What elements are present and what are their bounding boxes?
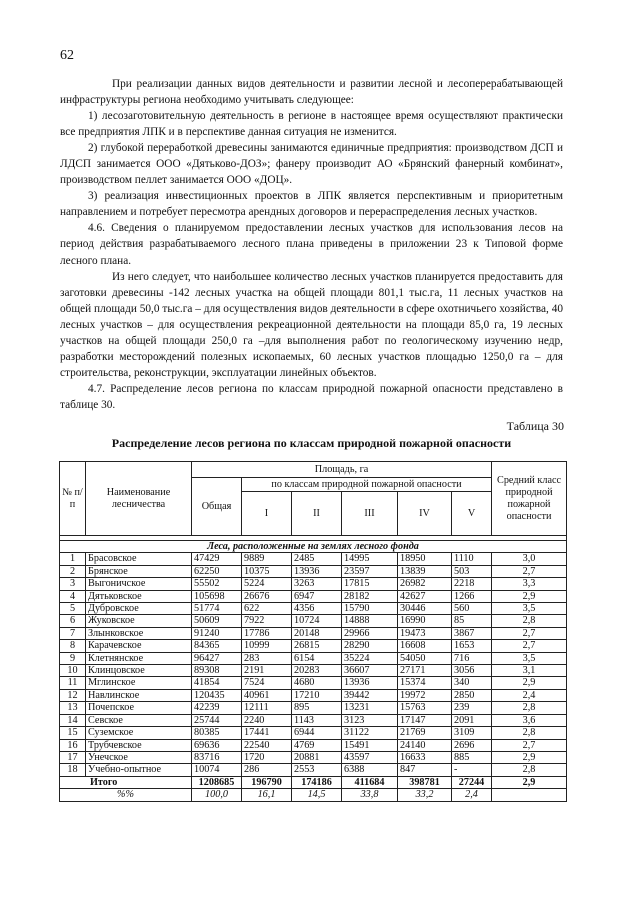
cell-total: 105698 bbox=[192, 590, 242, 602]
cell-class-3: 39442 bbox=[342, 689, 398, 701]
cell-class-3: 33,8 bbox=[342, 789, 398, 801]
table-row bbox=[60, 689, 567, 701]
cell-class-2: 13936 bbox=[292, 565, 342, 577]
cell-name: Брянское bbox=[86, 565, 192, 577]
cell-class-1: 1720 bbox=[242, 751, 292, 763]
cell-class-2: 174186 bbox=[292, 776, 342, 788]
cell-class-4: 16608 bbox=[398, 640, 452, 652]
cell-avg: 2,9 bbox=[492, 677, 567, 689]
cell-class-2: 20881 bbox=[292, 751, 342, 763]
cell-class-5: 2218 bbox=[452, 578, 492, 590]
cell-total: 96427 bbox=[192, 652, 242, 664]
cell-class-4: 16990 bbox=[398, 615, 452, 627]
body-text bbox=[60, 76, 563, 413]
cell-name: Унечское bbox=[86, 751, 192, 763]
cell-class-4: 33,2 bbox=[398, 789, 452, 801]
cell-class-1: 22540 bbox=[242, 739, 292, 751]
table-row bbox=[60, 665, 567, 677]
cell-name: Клетнянское bbox=[86, 652, 192, 664]
cell-class-3: 35224 bbox=[342, 652, 398, 664]
cell-avg: 2,7 bbox=[492, 739, 567, 751]
cell-class-3: 6388 bbox=[342, 764, 398, 776]
cell-class-1: 10999 bbox=[242, 640, 292, 652]
cell-class-2: 10724 bbox=[292, 615, 342, 627]
fire-hazard-table bbox=[59, 461, 567, 802]
table-row bbox=[60, 627, 567, 639]
cell-num: 11 bbox=[60, 677, 86, 689]
cell-name: Мглинское bbox=[86, 677, 192, 689]
paragraph-4-7: 4.7. Распределение лесов региона по классам природной пожарной опасности представлено в таблице 30. bbox=[60, 382, 563, 411]
cell-class-2: 26815 bbox=[292, 640, 342, 652]
cell-class-5: 2,4 bbox=[452, 789, 492, 801]
cell-avg bbox=[492, 789, 567, 801]
cell-class-5: - bbox=[452, 764, 492, 776]
cell-avg: 2,9 bbox=[492, 751, 567, 763]
cell-avg: 2,7 bbox=[492, 627, 567, 639]
table-row bbox=[60, 739, 567, 751]
cell-class-4: 54050 bbox=[398, 652, 452, 664]
cell-class-3: 3123 bbox=[342, 714, 398, 726]
cell-class-1: 17786 bbox=[242, 627, 292, 639]
total-row bbox=[60, 776, 567, 788]
cell-total: 25744 bbox=[192, 714, 242, 726]
cell-name: Выгоничское bbox=[86, 578, 192, 590]
cell-class-2: 895 bbox=[292, 702, 342, 714]
cell-class-3: 15491 bbox=[342, 739, 398, 751]
cell-class-1: 26676 bbox=[242, 590, 292, 602]
cell-class-4: 21769 bbox=[398, 727, 452, 739]
cell-total: 51774 bbox=[192, 603, 242, 615]
cell-name: Брасовское bbox=[86, 553, 192, 565]
cell-total: 47429 bbox=[192, 553, 242, 565]
table-row bbox=[60, 764, 567, 776]
cell-name: Дятьковское bbox=[86, 590, 192, 602]
cell-avg: 2,7 bbox=[492, 565, 567, 577]
cell-avg: 2,8 bbox=[492, 702, 567, 714]
header-class-5: V bbox=[452, 492, 492, 536]
cell-avg: 3,5 bbox=[492, 603, 567, 615]
cell-class-3: 28290 bbox=[342, 640, 398, 652]
cell-class-3: 17815 bbox=[342, 578, 398, 590]
cell-class-5: 1653 bbox=[452, 640, 492, 652]
cell-num: 14 bbox=[60, 714, 86, 726]
cell-class-4: 15763 bbox=[398, 702, 452, 714]
cell-class-5: 3867 bbox=[452, 627, 492, 639]
cell-class-5: 1110 bbox=[452, 553, 492, 565]
cell-class-1: 7922 bbox=[242, 615, 292, 627]
section-header: Леса, расположенные на землях лесного фонда bbox=[60, 541, 567, 553]
cell-class-1: 286 bbox=[242, 764, 292, 776]
cell-class-3: 14995 bbox=[342, 553, 398, 565]
cell-name: Суземское bbox=[86, 727, 192, 739]
cell-class-4: 30446 bbox=[398, 603, 452, 615]
percent-row bbox=[60, 789, 567, 801]
table-row bbox=[60, 590, 567, 602]
cell-name: Навлинское bbox=[86, 689, 192, 701]
cell-total: 50609 bbox=[192, 615, 242, 627]
cell-class-4: 18950 bbox=[398, 553, 452, 565]
cell-class-1: 40961 bbox=[242, 689, 292, 701]
cell-total: 83716 bbox=[192, 751, 242, 763]
cell-class-5: 503 bbox=[452, 565, 492, 577]
cell-class-2: 6944 bbox=[292, 727, 342, 739]
header-by-class: по классам природной пожарной опасности bbox=[242, 478, 492, 492]
cell-class-4: 398781 bbox=[398, 776, 452, 788]
cell-class-4: 13839 bbox=[398, 565, 452, 577]
cell-name: Учебно-опытное bbox=[86, 764, 192, 776]
cell-total: 41854 bbox=[192, 677, 242, 689]
cell-class-5: 239 bbox=[452, 702, 492, 714]
cell-class-2: 20283 bbox=[292, 665, 342, 677]
table-row bbox=[60, 553, 567, 565]
cell-class-5: 885 bbox=[452, 751, 492, 763]
table-row bbox=[60, 702, 567, 714]
total-row-label: Итого bbox=[60, 776, 192, 788]
cell-num: 6 bbox=[60, 615, 86, 627]
cell-class-4: 15374 bbox=[398, 677, 452, 689]
cell-name: Дубровское bbox=[86, 603, 192, 615]
cell-class-5: 1266 bbox=[452, 590, 492, 602]
cell-class-2: 17210 bbox=[292, 689, 342, 701]
paragraph-intro: При реализации данных видов деятельности и развитии лесной и лесоперерабатывающей инфраструктуры региона необходимо учитывать следующее: bbox=[60, 78, 563, 107]
cell-avg: 3,0 bbox=[492, 553, 567, 565]
header-class-1: I bbox=[242, 492, 292, 536]
cell-total: 1208685 bbox=[192, 776, 242, 788]
cell-name: Трубчевское bbox=[86, 739, 192, 751]
cell-class-1: 283 bbox=[242, 652, 292, 664]
cell-class-3: 36607 bbox=[342, 665, 398, 677]
cell-class-5: 3109 bbox=[452, 727, 492, 739]
cell-num: 18 bbox=[60, 764, 86, 776]
cell-num: 2 bbox=[60, 565, 86, 577]
cell-class-5: 85 bbox=[452, 615, 492, 627]
table-row bbox=[60, 727, 567, 739]
cell-avg: 2,8 bbox=[492, 764, 567, 776]
table-row bbox=[60, 603, 567, 615]
paragraph-item-1: 1) лесозаготовительную деятельность в регионе в настоящее время осуществляют практически все предприятия ЛПК и в перспективе данная ситуация не изменится. bbox=[60, 110, 563, 139]
cell-class-2: 2485 bbox=[292, 553, 342, 565]
cell-class-2: 4356 bbox=[292, 603, 342, 615]
table-title: Распределение лесов региона по классам природной пожарной опасности bbox=[111, 436, 512, 450]
cell-avg: 2,9 bbox=[492, 590, 567, 602]
cell-class-3: 31122 bbox=[342, 727, 398, 739]
table-row bbox=[60, 640, 567, 652]
cell-class-2: 4769 bbox=[292, 739, 342, 751]
cell-name: Карачевское bbox=[86, 640, 192, 652]
cell-class-5: 27244 bbox=[452, 776, 492, 788]
page-number: 62 bbox=[60, 48, 74, 63]
table-row bbox=[60, 565, 567, 577]
cell-total: 62250 bbox=[192, 565, 242, 577]
cell-avg: 3,3 bbox=[492, 578, 567, 590]
cell-name: Клинцовское bbox=[86, 665, 192, 677]
cell-class-5: 3056 bbox=[452, 665, 492, 677]
cell-avg: 3,1 bbox=[492, 665, 567, 677]
cell-class-5: 2091 bbox=[452, 714, 492, 726]
cell-class-4: 42627 bbox=[398, 590, 452, 602]
cell-class-2: 4680 bbox=[292, 677, 342, 689]
header-class-2: II bbox=[292, 492, 342, 536]
cell-avg: 2,4 bbox=[492, 689, 567, 701]
cell-class-5: 2696 bbox=[452, 739, 492, 751]
cell-num: 3 bbox=[60, 578, 86, 590]
cell-class-2: 2553 bbox=[292, 764, 342, 776]
table-caption: Таблица 30 bbox=[506, 419, 564, 433]
cell-avg: 2,8 bbox=[492, 727, 567, 739]
cell-class-1: 7524 bbox=[242, 677, 292, 689]
cell-name: Жуковское bbox=[86, 615, 192, 627]
cell-class-4: 17147 bbox=[398, 714, 452, 726]
cell-num: 7 bbox=[60, 627, 86, 639]
cell-class-1: 2240 bbox=[242, 714, 292, 726]
header-class-4: IV bbox=[398, 492, 452, 536]
cell-class-3: 23597 bbox=[342, 565, 398, 577]
cell-total: 84365 bbox=[192, 640, 242, 652]
cell-avg: 3,5 bbox=[492, 652, 567, 664]
cell-total: 42239 bbox=[192, 702, 242, 714]
table-row bbox=[60, 751, 567, 763]
cell-class-4: 19972 bbox=[398, 689, 452, 701]
header-class-3: III bbox=[342, 492, 398, 536]
cell-avg: 2,9 bbox=[492, 776, 567, 788]
cell-num: 1 bbox=[60, 553, 86, 565]
cell-num: 13 bbox=[60, 702, 86, 714]
cell-num: 16 bbox=[60, 739, 86, 751]
header-num: № п/п bbox=[60, 462, 86, 536]
paragraph-item-2: 2) глубокой переработкой древесины занимаются единичные предприятия: производством ДСП и ЛДСП занимается ООО «Дятьково-ДОЗ»; фанеру производит АО «Брянский фанерный комбинат», производством пеллет занимается ООО «ДОЦ». bbox=[60, 142, 563, 187]
cell-name: Севское bbox=[86, 714, 192, 726]
cell-total: 80385 bbox=[192, 727, 242, 739]
paragraph-item-3: 3) реализация инвестиционных проектов в ЛПК является перспективным и приоритетным направлением и потребует пересмотра арендных договоров и перераспределения лесных участков. bbox=[60, 190, 563, 219]
cell-total: 89308 bbox=[192, 665, 242, 677]
cell-num: 17 bbox=[60, 751, 86, 763]
cell-num: 8 bbox=[60, 640, 86, 652]
cell-class-5: 2850 bbox=[452, 689, 492, 701]
table-row bbox=[60, 714, 567, 726]
cell-class-2: 6947 bbox=[292, 590, 342, 602]
cell-class-1: 12111 bbox=[242, 702, 292, 714]
table-row bbox=[60, 652, 567, 664]
cell-num: 12 bbox=[60, 689, 86, 701]
cell-class-5: 340 bbox=[452, 677, 492, 689]
cell-class-1: 17441 bbox=[242, 727, 292, 739]
cell-class-2: 14,5 bbox=[292, 789, 342, 801]
cell-num: 5 bbox=[60, 603, 86, 615]
paragraph-details: Из него следует, что наибольшее количество лесных участков планируется предоставить для заготовки древесины -142 лесных участка на общей площади 801,1 тыс.га, 11 лесных участков на общей площади 50,0 тыс.га – для осуществления видов деятельности в сфере охотничьего хозяйства, 40 лесных участков – для осуществления рекреационной деятельности на площади 85,0 га, 19 лесных участков на общей площади 250,0 га –для выполнения работ по геологическому изучению недр, разработки месторождений полезных ископаемых, 60 лесных участков площадью 1250,0 га – для строительства, реконструкции, эксплуатации линейных объектов. bbox=[60, 270, 563, 379]
cell-num: 10 bbox=[60, 665, 86, 677]
cell-total: 100,0 bbox=[192, 789, 242, 801]
cell-num: 15 bbox=[60, 727, 86, 739]
cell-num: 9 bbox=[60, 652, 86, 664]
table-row bbox=[60, 615, 567, 627]
header-area: Площадь, га bbox=[192, 462, 492, 478]
cell-class-1: 10375 bbox=[242, 565, 292, 577]
cell-class-4: 19473 bbox=[398, 627, 452, 639]
cell-class-4: 16633 bbox=[398, 751, 452, 763]
cell-class-3: 411684 bbox=[342, 776, 398, 788]
table-row bbox=[60, 578, 567, 590]
paragraph-4-6: 4.6. Сведения о планируемом предоставлении лесных участков для использования лесов на период действия разрабатываемого лесного плана приведены в приложении 23 к Типовой форме лесного плана. bbox=[60, 222, 563, 267]
cell-class-3: 43597 bbox=[342, 751, 398, 763]
cell-total: 120435 bbox=[192, 689, 242, 701]
cell-total: 10074 bbox=[192, 764, 242, 776]
cell-avg: 2,8 bbox=[492, 615, 567, 627]
cell-class-1: 5224 bbox=[242, 578, 292, 590]
cell-total: 91240 bbox=[192, 627, 242, 639]
cell-class-2: 3263 bbox=[292, 578, 342, 590]
cell-class-4: 24140 bbox=[398, 739, 452, 751]
cell-name: Злынковское bbox=[86, 627, 192, 639]
cell-class-5: 716 bbox=[452, 652, 492, 664]
cell-class-3: 13936 bbox=[342, 677, 398, 689]
table-row bbox=[60, 677, 567, 689]
cell-class-2: 1143 bbox=[292, 714, 342, 726]
cell-total: 55502 bbox=[192, 578, 242, 590]
cell-class-3: 28182 bbox=[342, 590, 398, 602]
cell-class-1: 196790 bbox=[242, 776, 292, 788]
header-avg-class: Средний класс природной пожарной опасности bbox=[492, 462, 567, 536]
cell-class-1: 9889 bbox=[242, 553, 292, 565]
cell-class-4: 847 bbox=[398, 764, 452, 776]
header-name: Наименование лесничества bbox=[86, 462, 192, 536]
cell-class-2: 20148 bbox=[292, 627, 342, 639]
cell-class-3: 15790 bbox=[342, 603, 398, 615]
cell-class-1: 16,1 bbox=[242, 789, 292, 801]
cell-avg: 3,6 bbox=[492, 714, 567, 726]
cell-class-4: 27171 bbox=[398, 665, 452, 677]
cell-class-5: 560 bbox=[452, 603, 492, 615]
cell-class-2: 6154 bbox=[292, 652, 342, 664]
cell-class-1: 2191 bbox=[242, 665, 292, 677]
cell-avg: 2,7 bbox=[492, 640, 567, 652]
cell-total: 69636 bbox=[192, 739, 242, 751]
cell-class-3: 13231 bbox=[342, 702, 398, 714]
cell-name: Почепское bbox=[86, 702, 192, 714]
cell-class-1: 622 bbox=[242, 603, 292, 615]
cell-class-4: 26982 bbox=[398, 578, 452, 590]
percent-row-label: %% bbox=[60, 789, 192, 801]
header-total: Общая bbox=[192, 478, 242, 536]
cell-num: 4 bbox=[60, 590, 86, 602]
cell-class-3: 14888 bbox=[342, 615, 398, 627]
cell-class-3: 29966 bbox=[342, 627, 398, 639]
